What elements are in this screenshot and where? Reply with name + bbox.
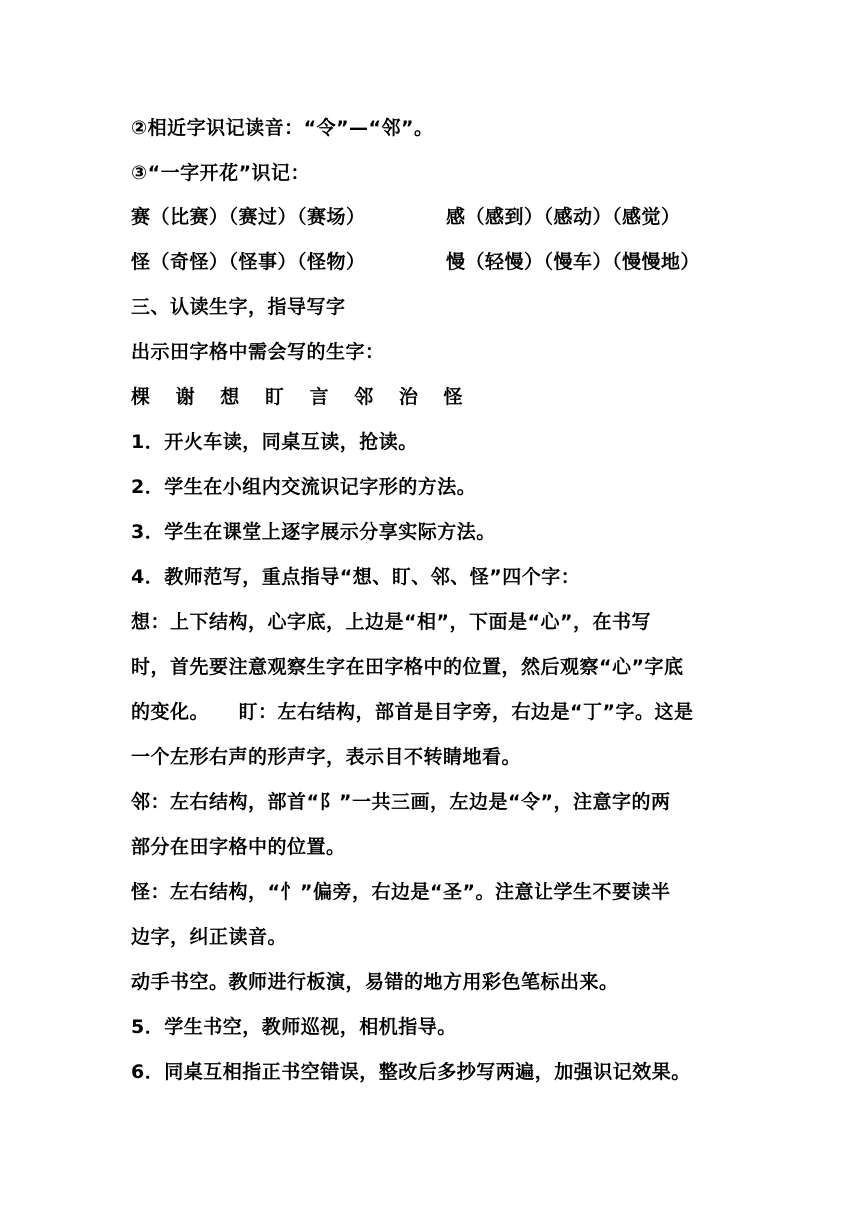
character: 谢 — [175, 386, 196, 408]
character: 棵 — [131, 386, 151, 408]
text-line: 4．教师范写，重点指导“想、盯、邻、怪”四个字： — [131, 566, 581, 588]
text-line: 1．开火车读，同桌互读，抢读。 — [131, 431, 418, 453]
text-line: 时，首先要注意观察生字在田字格中的位置，然后观察“心”字底 — [131, 656, 684, 678]
text-line: 部分在田字格中的位置。 — [131, 836, 346, 858]
text-line: 的变化。 盯：左右结构，部首是目字旁，右边是“丁”字。这是 — [131, 701, 694, 723]
text-line: 怪：左右结构，“忄”偏旁，右边是“圣”。注意让学生不要读半 — [131, 881, 671, 903]
text-line: 边字，纠正读音。 — [131, 926, 288, 948]
text-line: 动手书空。教师进行板演，易错的地方用彩色笔标出来。 — [131, 971, 619, 993]
character: 治 — [398, 386, 419, 408]
text-line: 一个左形右声的形声字，表示目不转睛地看。 — [131, 746, 522, 768]
text-line: 3．学生在课堂上逐字展示分享实际方法。 — [131, 521, 496, 543]
text-line: ②相近字识记读音：“令”—“邻”。 — [131, 117, 434, 139]
character: 盯 — [264, 386, 285, 408]
character: 怪 — [443, 386, 463, 408]
section-heading: 三、认读生字，指导写字 — [131, 296, 346, 318]
text-line: 邻：左右结构，部首“阝”一共三画，左边是“令”，注意字的两 — [131, 791, 671, 813]
text-line-right: 慢（轻慢）（慢车）（慢慢地） — [446, 251, 701, 273]
character: 言 — [309, 386, 330, 408]
text-line: 赛（比赛）（赛过）（赛场） — [131, 206, 366, 228]
text-line: 6．同桌互相指正书空错误，整改后多抄写两遍，加强识记效果。 — [131, 1061, 691, 1083]
text-line: 怪（奇怪）（怪事）（怪物） — [131, 251, 366, 273]
text-line: 2．学生在小组内交流识记字形的方法。 — [131, 476, 477, 498]
character: 想 — [220, 386, 240, 408]
text-line: 5．学生书空，教师巡视，相机指导。 — [131, 1016, 457, 1038]
text-line: 想：上下结构，心字底，上边是“相”，下面是“心”，在书写 — [131, 611, 651, 633]
text-line: 出示田字格中需会写的生字： — [131, 341, 385, 363]
character-list — [131, 385, 481, 409]
text-line: ③“一字开花”识记： — [131, 162, 311, 184]
text-line-right: 感（感到）（感动）（感觉） — [446, 206, 681, 228]
character: 邻 — [354, 386, 374, 408]
